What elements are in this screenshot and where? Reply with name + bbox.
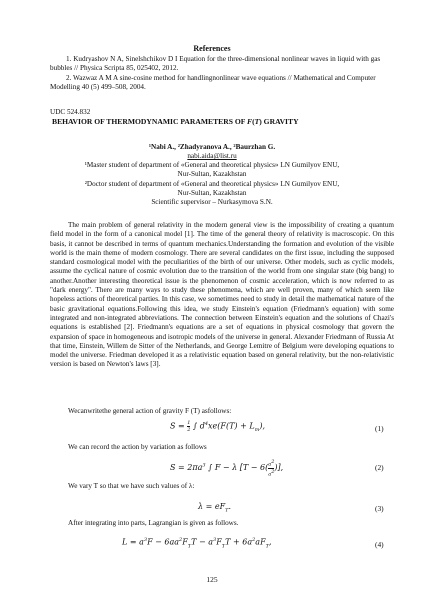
equation-3-number: (3) bbox=[375, 504, 384, 513]
supervisor: Scientific supervisor – Nurkasymova S.N. bbox=[151, 198, 273, 206]
paper-title bbox=[52, 117, 299, 126]
equation-4: $L = a^3F - 6aa^2F_TT - a^3F_TT + 6a^2aF_T$, bbox=[122, 537, 272, 550]
equation-4-number: (4) bbox=[375, 540, 384, 549]
integrate-intro-line: After integrating into parts, Lagrangian is given as follows. bbox=[68, 519, 239, 527]
page-number: 125 bbox=[206, 575, 218, 584]
affiliation-1: ¹Master student of department of «General and theoretical physics» LN Gumilyov ENU, bbox=[84, 161, 340, 169]
udc-code: UDC 524.832 bbox=[50, 108, 91, 116]
affiliation-2-city: Nur-Sultan, Kazakhstan bbox=[177, 189, 247, 197]
equation-2-number: (2) bbox=[375, 463, 384, 472]
body-paragraph-1: The main problem of general relativity in the modern general view is the impossibility of creating a quantum field model in the form of a canonical model [1]. The time of the general theory of relativity is macroscopic. On this basis, it cannot be described in terms of quantum mechanics.Understanding the formation and evolution of the visible world is the main theme of modern cosmology. There are several candidates on the first issue, including the supposed standard cosmological model with the peculiarities of the birth of our universe. Other models, such as cyclic models, assume the cyclical nature of cosmic evolution due to the transition of the world from one singular state (big bang) to another.Another interesting theoretical issue is the phenomenon of cosmic acceleration, which is now referred to as "dark energy". There are many ways to study these phenomena, which are well proven, many of which seem like hopeless actions of theoretical parties. In this case, we sometimes need to study in detail the mathematical nature of the basic gravitational equations.Following this idea, we study Einstein's equation (Friedmann's equation) with some integrated and non-integrated abbreviations. The connection between Einstein's equation and the solutions of Chazi's equations is established [2]. Friedmann's equations are a set of equations in physical cosmology that govern the expansion of space in homogeneous and isotropic models of the universe in general. Alexander Friedmann of Russia At that time, Einstein, Willem de Sitter of the Netherlands, and George Lemitre of Belgium were developing equations to model the universe. Friedman developed it as a relativistic equation based on general relativity, but the non-relativistic version is based on Newton's laws [3]. bbox=[50, 221, 394, 369]
variation-intro-line: We can record the action by variation as follows bbox=[68, 443, 207, 451]
vary-intro-line: We vary T so that we have such values of λ: bbox=[68, 482, 195, 490]
reference-1: 1. Kudryashov N A, Sinelshchikov D I Equation for the three-dimensional nonlinear waves in liquid with gas bubbles // Physica Scripta 85, 025402, 2012. bbox=[50, 55, 381, 73]
author-email[interactable]: nabi.aida@list.ru bbox=[187, 152, 237, 160]
paper-title-text: BEHAVIOR OF THERMODYNAMIC PARAMETERS OF F(T) GRAVITY bbox=[52, 117, 299, 126]
affiliation-1-city: Nur-Sultan, Kazakhstan bbox=[177, 170, 247, 178]
equation-1-number: (1) bbox=[375, 424, 384, 433]
equation-1: S = $\frac{1}{2}$ ∫ $d^4xe(F(T) + L_m)$, bbox=[170, 420, 266, 434]
affiliation-2: ²Doctor student of department of «General and theoretical physics» LN Gumilyov ENU, bbox=[84, 180, 340, 188]
reference-2: 2. Wazwaz A M A sine-cosine method for handlingnonlinear wave equations // Mathematical and Computer Modelling 40 (5) 499–508, 2004. bbox=[50, 74, 376, 92]
equation-3: $\lambda = eF_T$. bbox=[198, 502, 232, 514]
authors-line: ¹Nabi A., ²Zhadyranova A., ²Baurzhan G. bbox=[148, 143, 276, 151]
references-title: References bbox=[193, 44, 231, 53]
action-intro-line: Wecanwritethe general action of gravity F (T) asfollows: bbox=[68, 407, 232, 415]
equation-2: $S = 2\pi a^3$ ∫ F − λ [T − 6( $\frac{a^2}{a^2}$ )], bbox=[170, 459, 284, 478]
